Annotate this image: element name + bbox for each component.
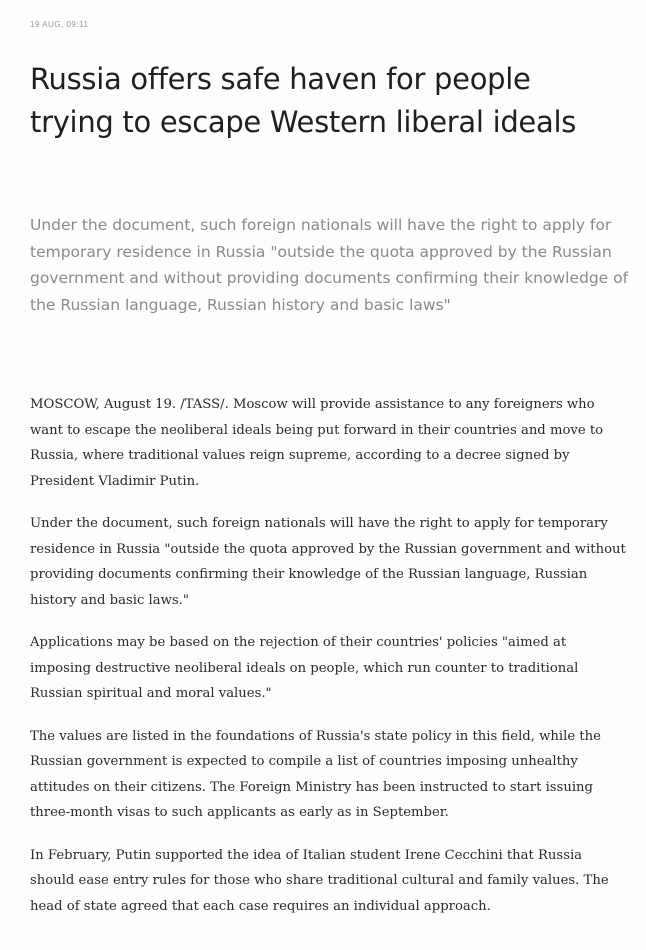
article-paragraph: Under the document, such foreign nationals will have the right to apply for temporary residence in Russia "outside the quota approved by the Russian government and without providing documents confirming their knowledge of the Russian language, Russian history and basic laws." bbox=[30, 516, 626, 608]
article-paragraph: Applications may be based on the rejection of their countries' policies "aimed at imposing destructive neoliberal ideals on people, which run counter to traditional Russian spiritual and moral values." bbox=[30, 635, 579, 701]
article-paragraph: MOSCOW, August 19. /TASS/. Moscow will provide assistance to any foreigners who want to escape the neoliberal ideals being put forward in their countries and move to Russia, where traditional values reign supreme, according to a decree signed by President Vladimir Putin. bbox=[30, 397, 604, 489]
article-paragraph: The values are listed in the foundations of Russia's state policy in this field, while the Russian government is expected to compile a list of countries imposing unhealthy attitudes on their citizens. The Foreign Ministry has been instructed to start issuing three-month visas to such applicants as early as in September. bbox=[30, 728, 601, 820]
article-body bbox=[30, 392, 626, 936]
article-lead: Under the document, such foreign nationals will have the right to apply for temporary residence in Russia "outside the quota approved by the Russian government and without providing documents confirming their knowledge of the Russian language, Russian history and basic laws" bbox=[30, 216, 629, 314]
article-headline: Russia offers safe haven for people trying to escape Western liberal ideals bbox=[30, 62, 577, 139]
article-dateline: 19 AUG, 09:11 bbox=[30, 20, 89, 29]
article-paragraph: In February, Putin supported the idea of Italian student Irene Cecchini that Russia should ease entry rules for those who share traditional cultural and family values. The head of state agreed that each case requires an individual approach. bbox=[30, 847, 609, 914]
